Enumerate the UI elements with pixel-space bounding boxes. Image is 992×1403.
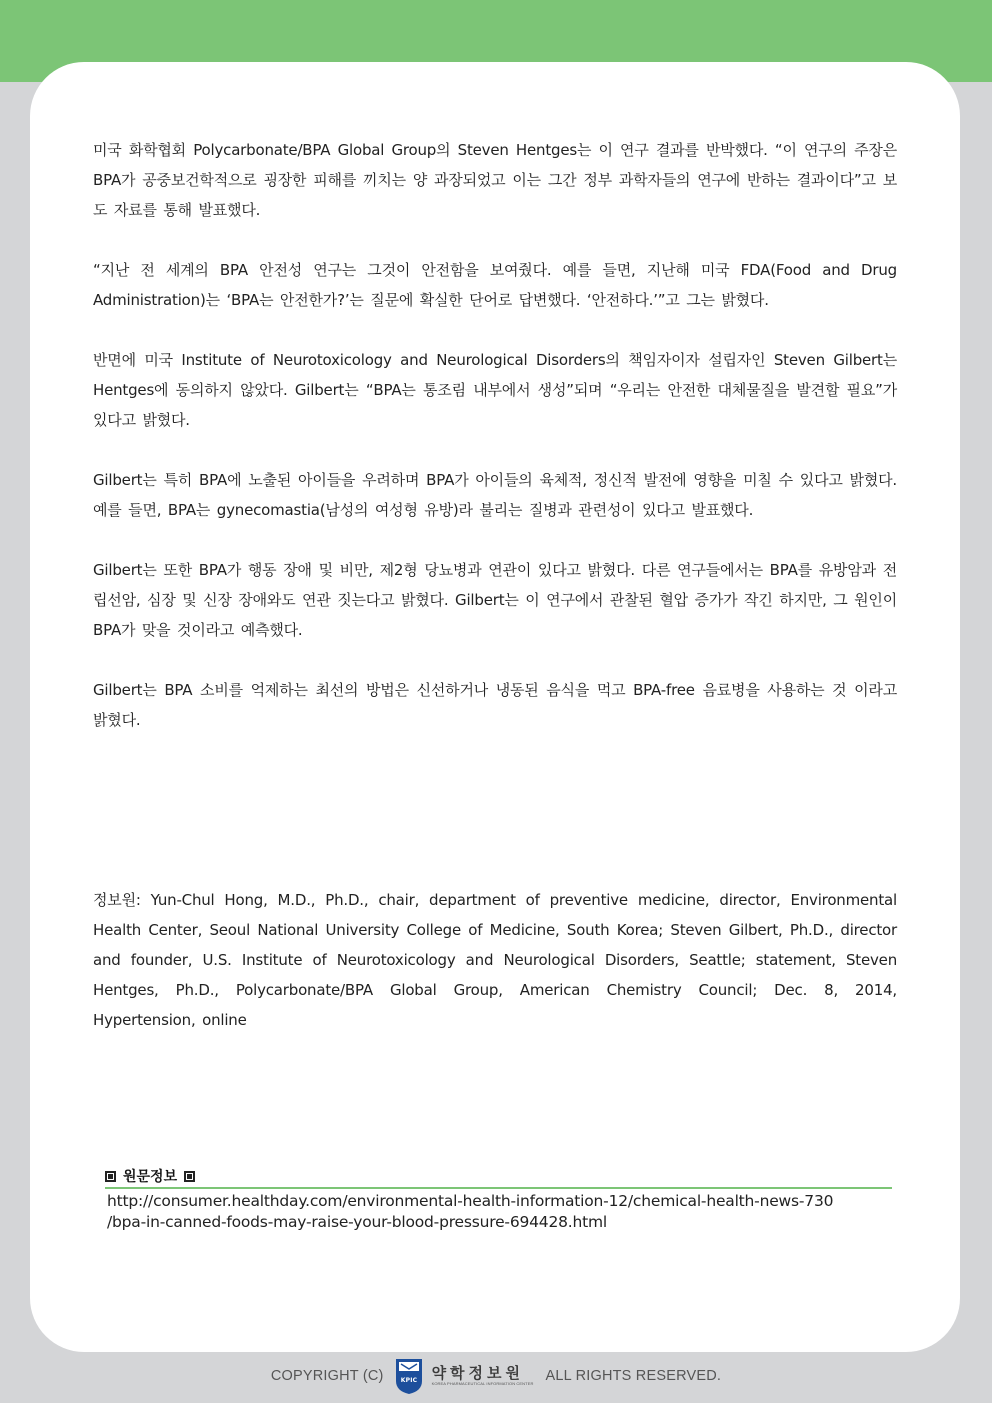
paragraph-4: Gilbert는 특히 BPA에 노출된 아이들을 우려하며 BPA가 아이들의 육체적, 정신적 발전에 영향을 미칠 수 있다고 밝혔다. 예를 들면, BPA는 gynecomastia(남성의 여성형 유방)라 불리는 질병과 관련성이 있다고 발표했다. bbox=[93, 471, 897, 519]
original-info-header bbox=[105, 1166, 892, 1189]
paragraph-6: Gilbert는 BPA 소비를 억제하는 최선의 방법은 신선하거나 냉동된 음식을 먹고 BPA-free 음료병을 사용하는 것 이라고 밝혔다. bbox=[93, 681, 897, 729]
paragraph-1: 미국 화학협회 Polycarbonate/BPA Global Group의 Steven Hentges는 이 연구 결과를 반박했다. “이 연구의 주장은 BPA가 공중보건학적으로 굉장한 피해를 끼치는 양 과장되었고 이는 그간 정부 과학자들의 연구에 반하는 결과이다”고 보도 자료를 통해 발표했다. bbox=[93, 141, 897, 219]
rights-text: ALL RIGHTS RESERVED. bbox=[545, 1368, 722, 1384]
paragraph-5: Gilbert는 또한 BPA가 행동 장애 및 비만, 제2형 당뇨병과 연관이 있다고 밝혔다. 다른 연구들에서는 BPA를 유방암과 전립선암, 심장 및 신장 장애와도 연관 짓는다고 밝혔다. Gilbert는 이 연구에서 관찰된 혈압 증가가 작긴 하지만, 그 원인이 BPA가 맞을 것이라고 예측했다. bbox=[93, 561, 897, 639]
logo-badge-text: KPIC bbox=[400, 1377, 417, 1384]
original-url-link[interactable] bbox=[105, 1191, 892, 1233]
original-info-box bbox=[105, 1166, 892, 1233]
source-citation: 정보원: Yun-Chul Hong, M.D., Ph.D., chair, department of preventive medicine, director, Environmental Health Center, Seoul National University College of Medicine, South Korea; Steven Gilbert, Ph.D., director and founder, U.S. Institute of Neurotoxicology and Neurological Disorders, Seattle; statement, Steven Hentges, Ph.D., Polycarbonate/BPA Global Group, American Chemistry Council; Dec. 8, 2014, Hypertension, online bbox=[93, 891, 897, 1029]
square-bullet-icon bbox=[184, 1171, 195, 1182]
logo-subtitle: KOREA PHARMACEUTICAL INFORMATION CENTER bbox=[431, 1381, 534, 1386]
article-body bbox=[93, 135, 897, 765]
footer bbox=[0, 1356, 992, 1396]
paragraph-3: 반면에 미국 Institute of Neurotoxicology and Neurological Disorders의 책임자이자 설립자인 Steven Gilbert는 Hentges에 동의하지 않았다. Gilbert는 “BPA는 통조림 내부에서 생성”되며 “우리는 안전한 대체물질을 발견할 필요”가 있다고 밝혔다. bbox=[93, 351, 897, 429]
paragraph-2: “지난 전 세계의 BPA 안전성 연구는 그것이 안전함을 보여줬다. 예를 들면, 지난해 미국 FDA(Food and Drug Administration)는 ‘BPA는 안전한가?’는 질문에 확실한 단어로 답변했다. ‘안전하다.’”고 그는 밝혔다. bbox=[93, 261, 897, 309]
logo-text-block bbox=[432, 1365, 534, 1387]
original-info-title: 원문정보 bbox=[123, 1169, 178, 1185]
kpic-emblem-icon bbox=[394, 1357, 424, 1395]
original-url-line-2[interactable]: /bpa-in-canned-foods-may-raise-your-blood-pressure-694428.html bbox=[107, 1213, 608, 1231]
logo-name: 약학정보원 bbox=[431, 1364, 525, 1382]
original-url-line-1[interactable]: http://consumer.healthday.com/environmental-health-information-12/chemical-health-news-730 bbox=[107, 1192, 834, 1210]
copyright-text: COPYRIGHT (C) bbox=[270, 1368, 384, 1384]
square-bullet-icon bbox=[105, 1171, 116, 1182]
